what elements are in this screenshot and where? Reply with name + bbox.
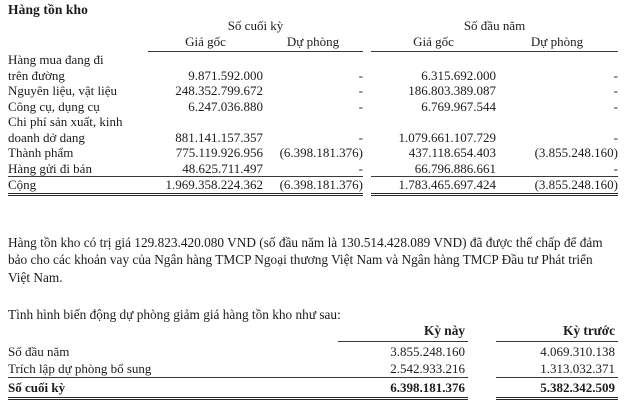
- row-label-work-in-progress: [8, 114, 148, 145]
- header-this-period-label: Kỳ này: [338, 322, 468, 342]
- spacer-cell: [363, 34, 371, 53]
- cell-cost-current: 775.119.926.956: [175, 145, 263, 160]
- group-header-current-period: Số cuối kỳ: [227, 18, 284, 33]
- cell-cost-opening: 66.796.886.661: [414, 160, 496, 176]
- row-label-line2: doanh dở dang: [8, 129, 85, 145]
- subheader-cost-opening: [371, 34, 496, 53]
- cell-provision-current: -: [358, 160, 363, 176]
- cell-cost-opening: 186.803.389.087: [408, 83, 496, 98]
- cell-this-period: 2.542.933.216: [390, 361, 465, 376]
- row-label-finished-goods: Thành phẩm: [8, 145, 74, 160]
- cell-cost-opening: 437.118.654.403: [408, 145, 496, 160]
- provision-table-body: [8, 343, 618, 399]
- cell-provision-opening: -: [613, 83, 619, 98]
- cell-provision-current: (6.398.181.376): [279, 145, 363, 160]
- header-prior-period: [496, 322, 618, 343]
- provision-total-row: [8, 378, 618, 399]
- cell-cost-opening: 6.769.967.544: [421, 98, 496, 114]
- subheader-provision-current-label: Dự phòng: [263, 34, 363, 53]
- cell-provision-current: -: [358, 67, 363, 83]
- subheader-cost-opening-label: Giá gốc: [371, 34, 496, 53]
- cell-provision-opening: -: [613, 67, 619, 83]
- header-this-period: [338, 322, 468, 343]
- table-total-row: [8, 177, 618, 195]
- subheader-provision-current: [263, 34, 363, 53]
- spacer-cell: [363, 177, 371, 195]
- cell-cost-current: 881.141.157.357: [175, 129, 263, 145]
- cell-prior-period: 4.069.310.138: [540, 344, 615, 359]
- spacer-cell: [8, 34, 148, 53]
- cell-provision-opening: -: [613, 129, 619, 145]
- row-label-line1: Hàng mua đang đi: [8, 52, 104, 67]
- spacer-cell: [468, 322, 496, 343]
- subheader-provision-opening-label: Dự phòng: [496, 34, 618, 53]
- spacer-cell: [363, 83, 371, 99]
- cell-cost-opening: 6.315.692.000: [421, 67, 496, 83]
- cell-cost-current: 248.352.799.672: [175, 83, 263, 98]
- inventory-table-body: [8, 52, 618, 194]
- cell-this-period: 3.855.248.160: [390, 344, 465, 359]
- provision-total-prior-period: 5.382.342.509: [496, 378, 618, 399]
- table-row: [8, 145, 618, 161]
- table-row: [8, 161, 618, 177]
- header-prior-period-label: Kỳ trước: [496, 322, 618, 342]
- inventory-table: [8, 18, 618, 196]
- cell-provision-opening: -: [613, 98, 619, 114]
- cell-provision-opening: -: [613, 160, 619, 176]
- row-label-goods-on-consignment: Hàng gửi đi bán: [8, 160, 92, 176]
- cell-provision-current: -: [358, 98, 363, 114]
- row-label-raw-materials: Nguyên liệu, vật liệu: [8, 83, 118, 98]
- spacer-cell: [8, 18, 148, 34]
- provision-total-label: Số cuối kỳ: [8, 378, 338, 399]
- cell-cost-opening: 1.079.661.107.729: [398, 129, 496, 145]
- table-row: [8, 343, 618, 360]
- spacer-cell: [468, 378, 496, 399]
- table-row: [8, 99, 618, 115]
- cell-cost-current: 6.247.036.880: [188, 98, 263, 114]
- subheader-provision-opening: [496, 34, 618, 53]
- row-label-line2: trên đường: [8, 67, 65, 83]
- provision-movement-table: [8, 322, 618, 400]
- inventory-table-head: [8, 18, 618, 52]
- row-label-tools-supplies: Công cụ, dụng cụ: [8, 98, 100, 114]
- spacer-cell: [363, 99, 371, 115]
- row-label-opening-balance: Số đầu năm: [8, 344, 70, 359]
- page-title: Hàng tồn kho: [8, 2, 88, 17]
- table-row: [8, 360, 618, 378]
- collateral-note-paragraph: Hàng tồn kho có trị giá 129.823.420.080 VND (số đầu năm là 130.514.428.089 VND) đã được thế chấp để đảm bảo cho các khoản vay của Ngân hàng TMCP Ngoại thương Việt Nam và Ngân hàng TMCP Đầu tư Phát triển Việt Nam.: [8, 235, 603, 285]
- row-label-line1: Chi phí sản xuất, kinh: [8, 114, 123, 129]
- cell-provision-current: -: [358, 129, 363, 145]
- group-header-opening-year: Số đầu năm: [463, 18, 526, 33]
- spacer-cell: [363, 161, 371, 177]
- row-label-additional-provision: Trích lập dự phòng bổ sung: [8, 361, 152, 376]
- table-row: [8, 83, 618, 99]
- spacer-cell: [363, 52, 371, 83]
- spacer-cell: [363, 145, 371, 161]
- cell-cost-current: 9.871.592.000: [188, 67, 263, 83]
- cell-prior-period: 1.313.032.371: [540, 361, 615, 376]
- inventory-group-header-row: [8, 18, 618, 34]
- cell-provision-opening: (3.855.248.160): [534, 145, 619, 160]
- cell-provision-current: -: [358, 83, 363, 98]
- row-label-goods-in-transit: [8, 52, 148, 83]
- total-cost-current: 1.969.358.224.362: [148, 177, 263, 195]
- spacer-cell: [8, 322, 338, 343]
- provision-total-this-period: 6.398.181.376: [338, 378, 468, 399]
- total-cost-opening: 1.783.465.697.424: [371, 177, 496, 195]
- spacer-cell: [468, 360, 496, 378]
- provision-header-row: [8, 322, 618, 343]
- cell-cost-current: 48.625.711.497: [182, 160, 263, 176]
- total-provision-opening: (3.855.248.160): [496, 177, 618, 195]
- total-label: Cộng: [8, 177, 148, 195]
- provision-intro-text: Tình hình biến động dự phòng giảm giá hàng tồn kho như sau:: [8, 307, 341, 322]
- spacer-cell: [363, 114, 371, 145]
- inventory-sub-header-row: [8, 34, 618, 53]
- spacer-cell: [363, 18, 371, 34]
- subheader-cost-current-label: Giá gốc: [148, 34, 263, 53]
- subheader-cost-current: [148, 34, 263, 53]
- provision-table-head: [8, 322, 618, 343]
- spacer-cell: [468, 343, 496, 360]
- total-provision-current: (6.398.181.376): [263, 177, 363, 195]
